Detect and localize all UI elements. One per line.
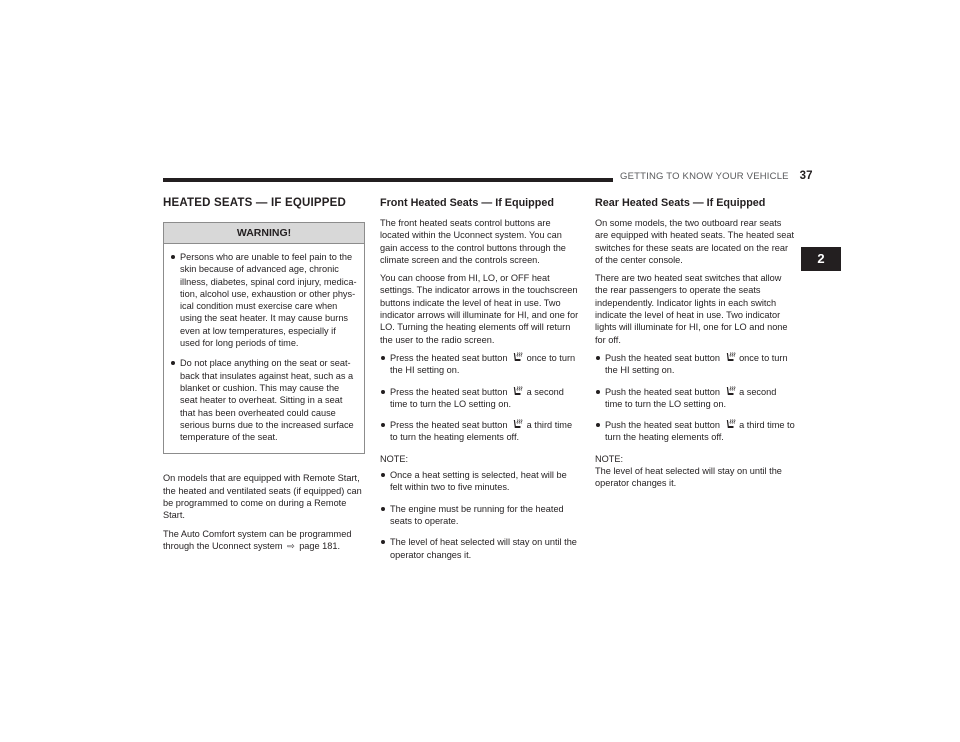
chapter-tab: 2 [801, 247, 841, 271]
heated-seat-icon [724, 419, 736, 430]
front-notes-list [380, 469, 580, 561]
step-item [595, 352, 795, 377]
step-text: Push the heated seat button [605, 352, 720, 363]
heated-seat-icon [511, 419, 523, 430]
heated-seat-icon [724, 386, 736, 397]
running-head-title: GETTING TO KNOW YOUR VEHICLE [620, 171, 789, 182]
note-label: NOTE: [380, 453, 409, 464]
step-text: once to turn the HI setting on. [390, 352, 576, 376]
header-rule [163, 178, 613, 182]
heated-seat-icon [724, 352, 736, 363]
heated-seat-icon [511, 352, 523, 363]
step-text: Push the heated seat button [605, 420, 720, 431]
column-rear-heated-seats [595, 196, 795, 496]
step-item [380, 386, 580, 411]
front-controls-paragraph: The front heated seats control buttons are located within the Uconnect system. You can gain access to the control buttons through the climate screen and the controls screen. [380, 218, 566, 265]
warning-box [163, 222, 365, 454]
step-text: a second time to turn the LO setting on. [605, 386, 777, 409]
note-item: The engine must be running for the heated seats to operate. [380, 503, 580, 528]
auto-comfort-paragraph [163, 528, 365, 553]
rear-note-text: The level of heat selected will stay on until the operator changes it. [595, 466, 782, 489]
warning-list [170, 251, 358, 443]
page-number: 37 [799, 170, 813, 182]
warning-item: Do not place anything on the seat or seat-back that insulates against heat, such as a blanket or cushion. This may cause the seat heater to overheat. Sitting in a seat that has been overheated could cause serious burns due to the increased surface temperature of the seat. [170, 357, 358, 443]
warning-item: Persons who are unable to feel pain to the skin because of advanced age, chronic illness, diabetes, spinal cord injury, medica-tion, alcohol use, exhaustion or other phys-ical condition must exercise care when using the seat heater. It may cause burns even at low temperatures, especially if used for long periods of time. [170, 251, 358, 349]
section-title: HEATED SEATS — IF EQUIPPED [163, 197, 347, 209]
step-text: once to turn the HI setting on. [605, 352, 788, 376]
step-item [380, 352, 580, 377]
column-heated-seats [163, 196, 365, 558]
note-item: The level of heat selected will stay on until the operator changes it. [380, 536, 580, 561]
note-label: NOTE: [595, 453, 624, 464]
step-item [380, 419, 580, 444]
remote-start-paragraph: On models that are equipped with Remote Start, the heated and ventilated seats (if equipped) can be programmed to come on during a Remote Start. [163, 473, 362, 521]
rear-seats-paragraph: On some models, the two outboard rear seats are equipped with heated seats. The heated seat switches for these seats are located on the rear of the center console. [595, 218, 795, 265]
rear-switches-paragraph: There are two heated seat switches that allow the rear passengers to operate the seats independently. Indicator lights in each switch indicate the level of heat in use. Two indicator lights will illuminate for HI, one for LO and none for off. [595, 273, 788, 345]
rear-heated-seats-title: Rear Heated Seats — If Equipped [595, 197, 766, 209]
step-item [595, 386, 795, 411]
step-text: a second time to turn the LO setting on. [390, 386, 564, 409]
running-head [620, 170, 813, 186]
step-text: a third time to turn the heating elements off. [390, 420, 573, 443]
step-text: Push the heated seat button [605, 386, 720, 397]
front-heated-seats-title: Front Heated Seats — If Equipped [380, 197, 554, 209]
step-text: Press the heated seat button [390, 386, 508, 397]
front-steps-list [380, 352, 580, 444]
arrow-reference-icon: ⇨ [287, 540, 295, 551]
warning-header: WARNING! [164, 223, 364, 244]
step-text: Press the heated seat button [390, 352, 508, 363]
step-text: a third time to turn the heating elements off. [605, 420, 795, 443]
heated-seat-icon [511, 386, 523, 397]
column-front-heated-seats [380, 196, 580, 570]
heat-settings-paragraph: You can choose from HI, LO, or OFF heat settings. The indicator arrows in the touchscreen buttons indicate the level of heat in use. Two indicator arrows will illuminate for HI, and one for LO. Turning the heating elements off will return the user to the radio screen. [380, 273, 579, 345]
step-text: Press the heated seat button [390, 420, 508, 431]
step-item [595, 419, 795, 444]
warning-body [164, 244, 364, 453]
note-item: Once a heat setting is selected, heat will be felt within two to five minutes. [380, 469, 580, 494]
page-reference-link[interactable]: page 181. [299, 540, 341, 551]
rear-steps-list [595, 352, 795, 444]
auto-comfort-text: The Auto Comfort system can be programmed through the Uconnect system [163, 528, 352, 551]
